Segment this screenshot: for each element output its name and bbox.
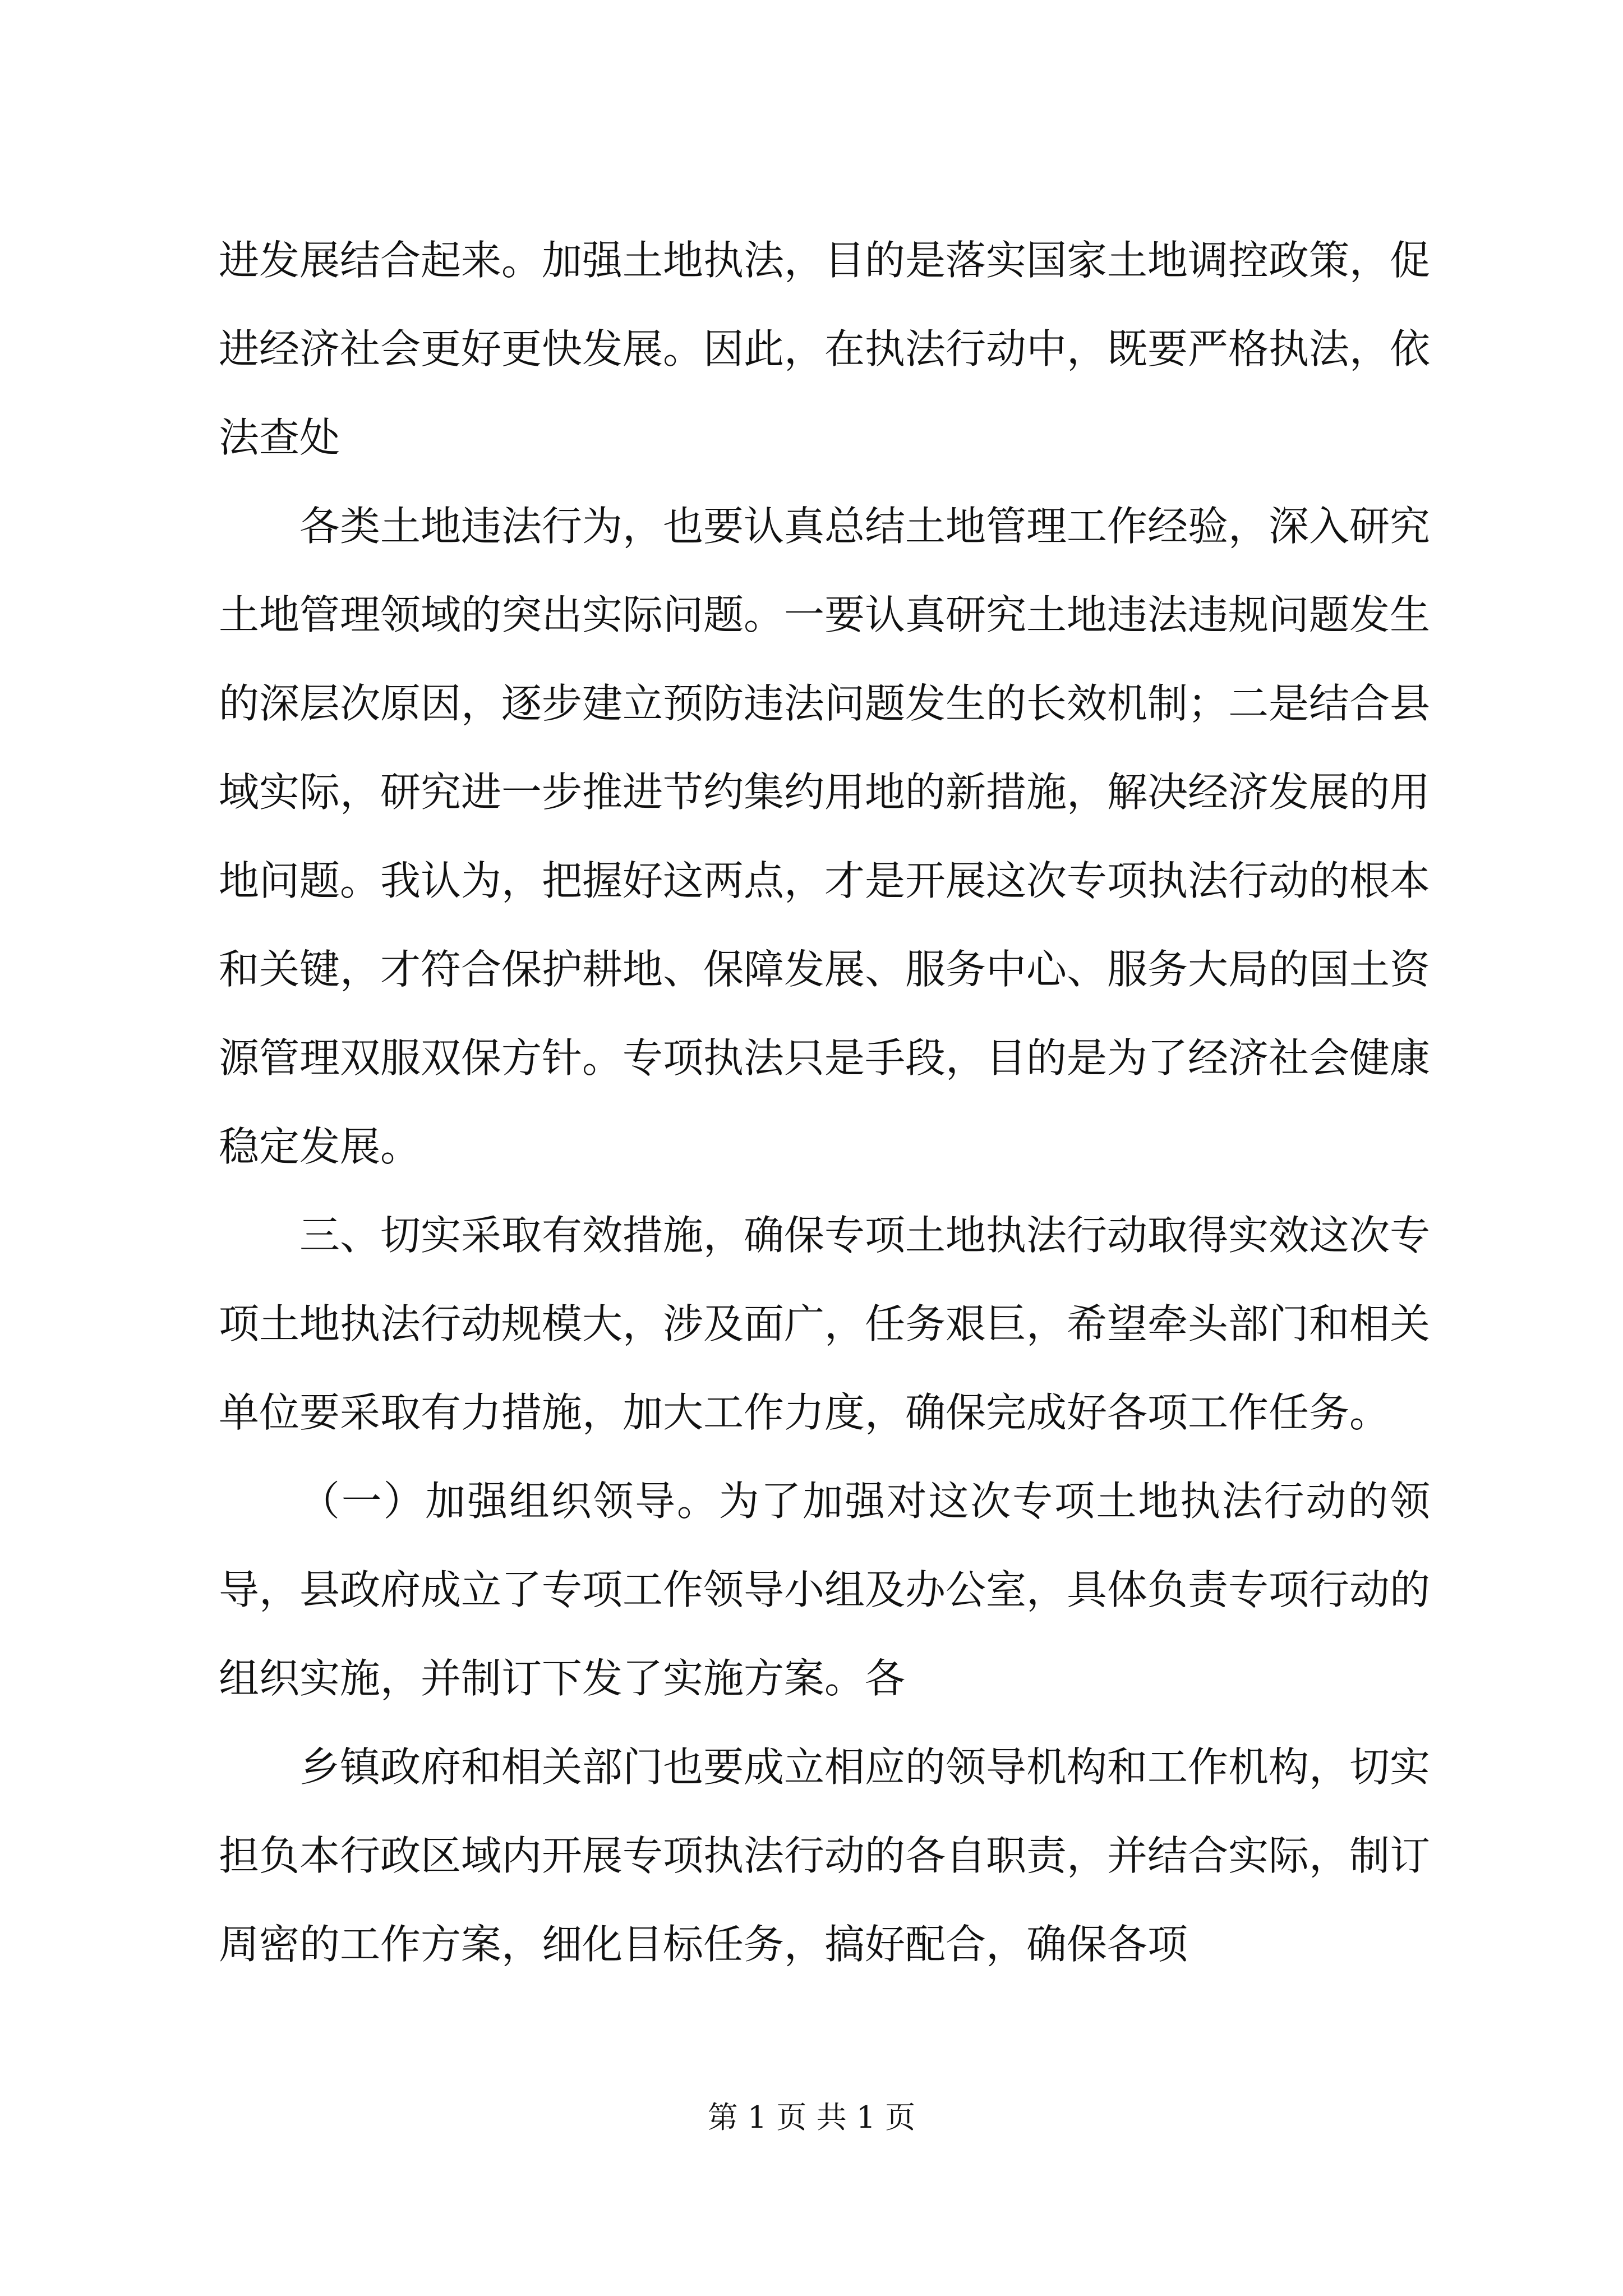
page-number-label: 第 1 页 共 1 页 xyxy=(707,2100,916,2135)
paragraph-2: 各类土地违法行为，也要认真总结土地管理工作经验，深入研究土地管理领域的突出实际问题。一要认真研究土地违法违规问题发生的深层次原因，逐步建立预防违法问题发生的长效机制；二是结合县域实际，研究进一步推进节约集约用地的新措施，解决经济发展的用地问题。我认为，把握好这两点，才是开展这次专项执法行动的根本和关键，才符合保护耕地、保障发展、服务中心、服务大局的国土资源管理双服双保方针。专项执法只是手段，目的是为了经济社会健康稳定发展。 xyxy=(219,503,1431,1170)
paragraph-5: 乡镇政府和相关部门也要成立相应的领导机构和工作机构，切实担负本行政区域内开展专项执法行动的各自职责，并结合实际，制订周密的工作方案，细化目标任务，搞好配合，确保各项 xyxy=(219,1743,1431,1968)
paragraph-4: （一）加强组织领导。为了加强对这次专项土地执法行动的领导，县政府成立了专项工作领导小组及办公室，具体负责专项行动的组织实施，并制订下发了实施方案。各 xyxy=(219,1478,1431,1702)
page-footer xyxy=(0,2098,1623,2137)
paragraph-3: 三、切实采取有效措施，确保专项土地执法行动取得实效这次专项土地执法行动规模大，涉及面广，任务艰巨，希望牵头部门和相关单位要采取有力措施，加大工作力度，确保完成好各项工作任务。 xyxy=(219,1212,1431,1436)
document-body xyxy=(219,216,1430,1989)
paragraph-1: 进发展结合起来。加强土地执法，目的是落实国家土地调控政策，促进经济社会更好更快发展。因此，在执法行动中，既要严格执法，依法查处 xyxy=(219,237,1431,461)
